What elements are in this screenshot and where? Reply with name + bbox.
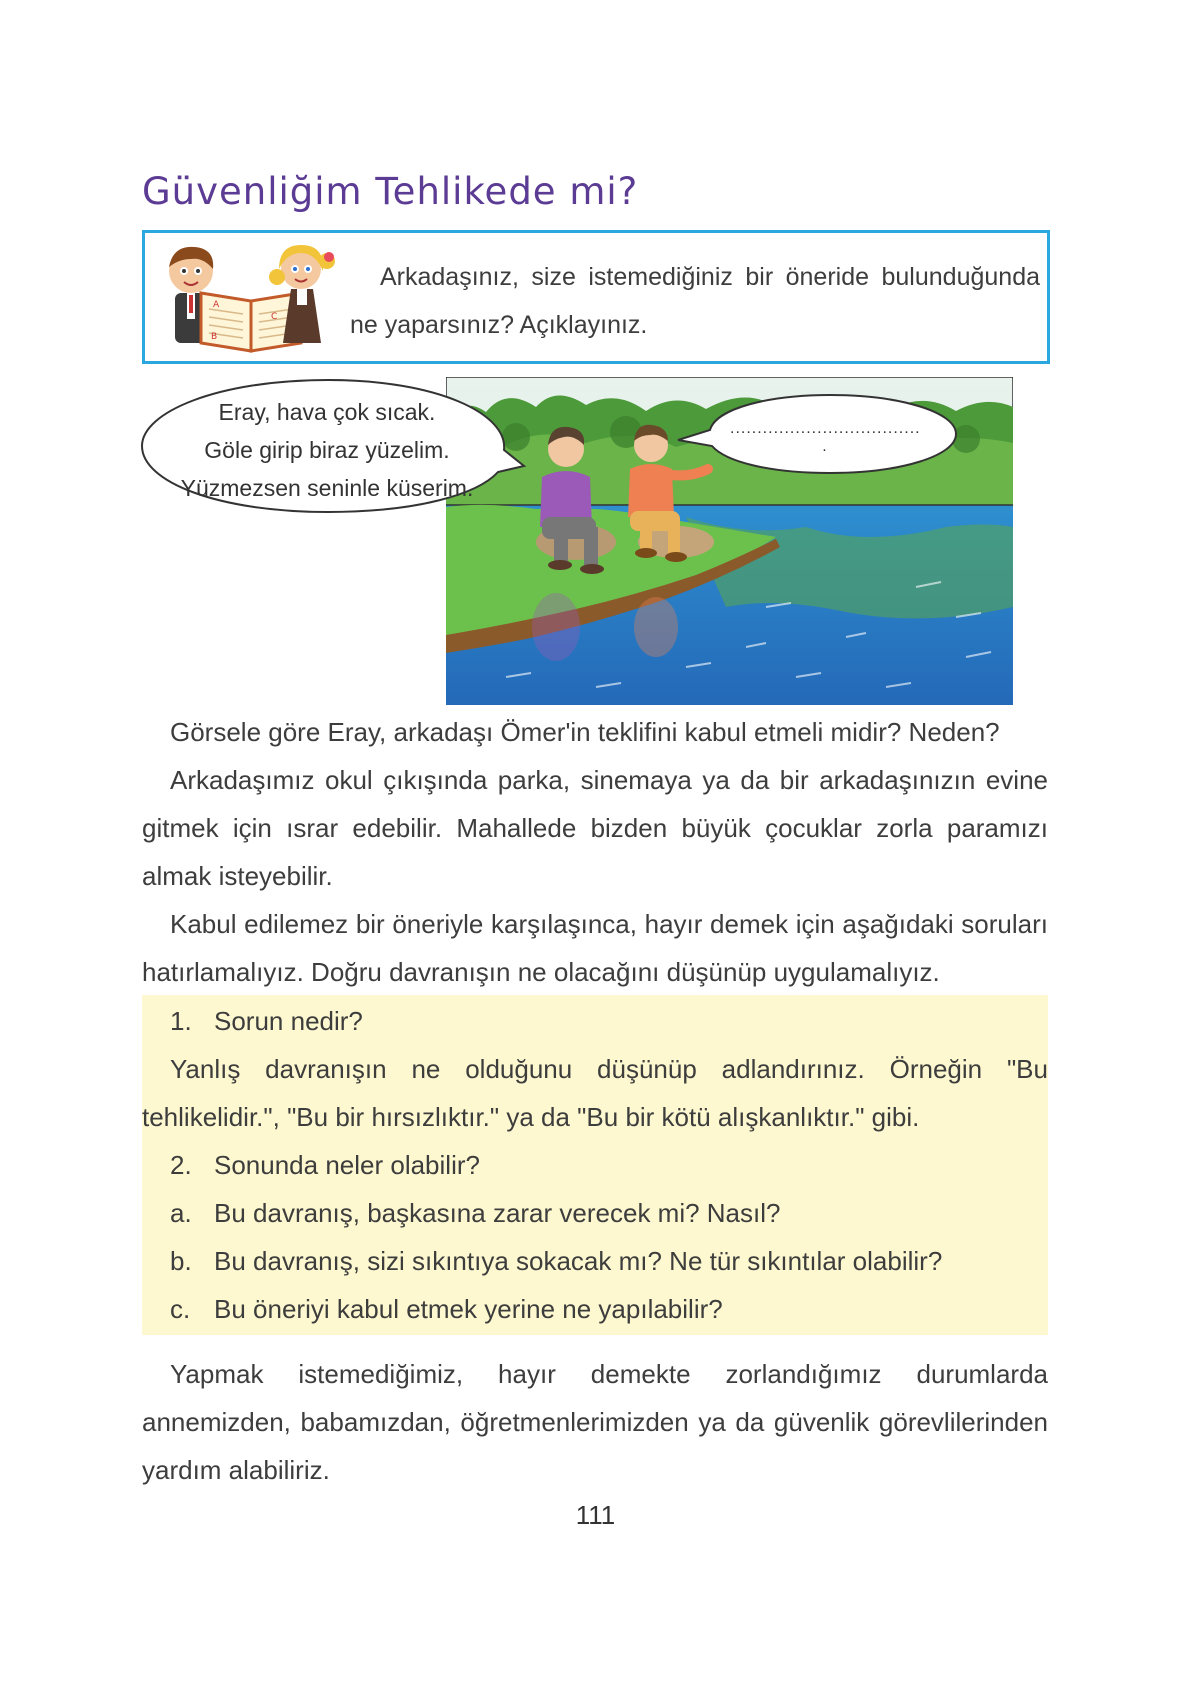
step-number: 1. (170, 1006, 192, 1036)
paragraph-help: Yapmak istemediğimiz, hayır demekte zorlandığımız durumlarda annemizden, babamızdan, öğretmenlerimizden ya da güvenlik görevlilerinden yardım alabiliriz. (142, 1359, 1048, 1485)
steps-box (142, 995, 1048, 1335)
bubble-line: Eray, hava çok sıcak. (218, 399, 436, 425)
intro-box (142, 230, 1050, 364)
bubble-left-text (142, 393, 512, 507)
step-1-description: Yanlış davranışın ne olduğunu düşünüp adlandırınız. Örneğin "Bu tehlikelidir.", "Bu bir hırsızlıktır." ya da "Bu bir kötü alışkanlıktır." gibi. (142, 1054, 1048, 1132)
page-title: Güvenliğim Tehlikede mi? (142, 170, 639, 213)
step-text: Sorun nedir? (214, 1006, 363, 1036)
svg-text:B: B (211, 332, 218, 342)
step-2b (170, 1237, 942, 1285)
svg-text:C: C (271, 312, 278, 322)
step-text: Bu davranış, sizi sıkıntıya sokacak mı? Ne tür sıkıntılar olabilir? (214, 1246, 943, 1276)
step-2 (170, 1141, 480, 1189)
intro-question: Arkadaşınız, size istemediğiniz bir öneride bulunduğunda ne yaparsınız? Açıklayınız. (350, 263, 1040, 339)
bubble-line: Göle girip biraz yüzelim. (204, 437, 450, 463)
step-2a (170, 1189, 780, 1237)
svg-text:A: A (213, 300, 220, 310)
bubble-right-blank: ................................... . (730, 420, 921, 455)
paragraph-examples: Arkadaşımız okul çıkışında parka, sinemaya ya da bir arkadaşınızın evine gitmek için ısrar edebilir. Mahallede bizden büyük çocuklar zorla paramızı almak isteyebilir. (142, 765, 1048, 891)
bubble-line: Yüzmezsen seninle küserim. (180, 475, 474, 501)
step-text: Bu öneriyi kabul etmek yerine ne yapılabilir? (214, 1294, 723, 1324)
step-number: 2. (170, 1150, 192, 1180)
paragraph-instructions: Kabul edilemez bir öneriyle karşılaşınca, hayır demek için aşağıdaki soruları hatırlamalıyız. Doğru davranışın ne olacağını düşünüp uygulamalıyız. (142, 909, 1048, 987)
step-letter: c. (170, 1294, 191, 1324)
step-2c (170, 1285, 723, 1333)
step-letter: b. (170, 1246, 192, 1276)
children-with-book-illustration (151, 239, 351, 357)
step-text: Bu davranış, başkasına zarar verecek mi? Nasıl? (214, 1198, 781, 1228)
step-1 (170, 997, 363, 1045)
paragraph-question: Görsele göre Eray, arkadaşı Ömer'in teklifini kabul etmeli midir? Neden? (170, 717, 1000, 747)
page-number: 111 (575, 1500, 616, 1530)
step-letter: a. (170, 1198, 192, 1228)
step-text: Sonunda neler olabilir? (214, 1150, 480, 1180)
